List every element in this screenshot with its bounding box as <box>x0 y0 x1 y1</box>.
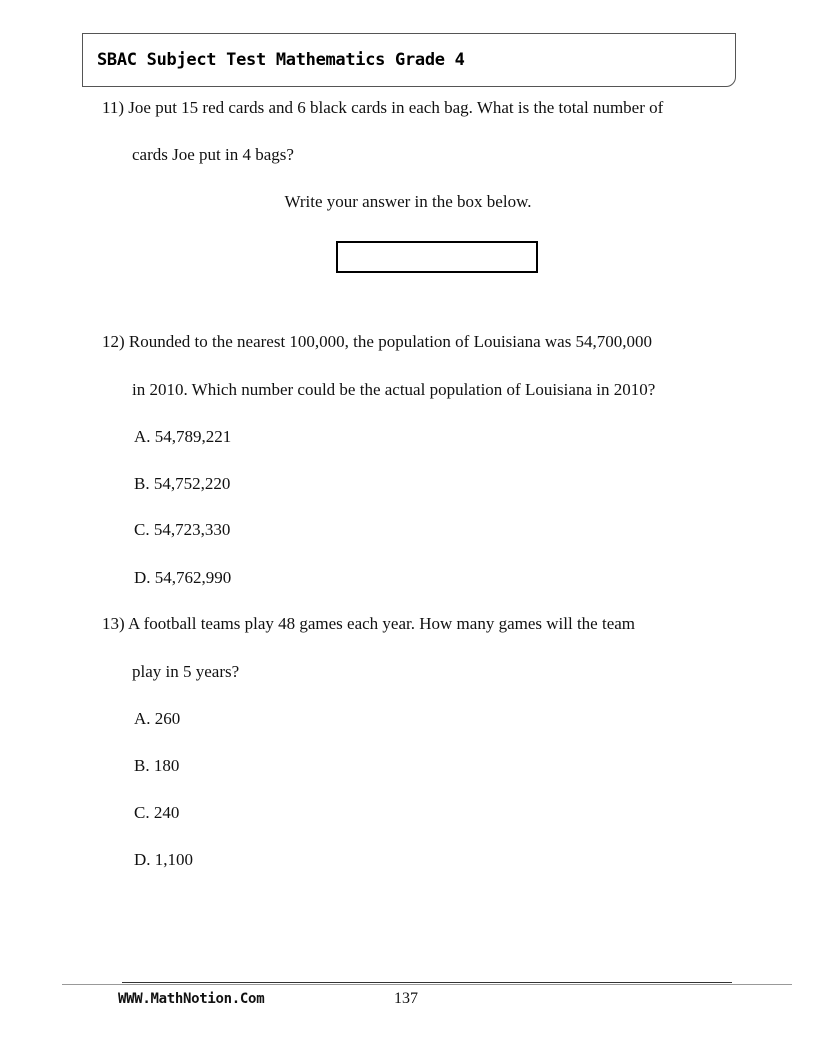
answer-option-a[interactable]: A. 260 <box>134 709 181 728</box>
footer-divider <box>62 984 792 985</box>
question-13 <box>102 614 635 634</box>
answer-instruction: Write your answer in the box below. <box>284 192 532 211</box>
question-line: in 2010. Which number could be the actual population of Louisiana in 2010? <box>132 380 656 399</box>
header-box <box>82 33 736 87</box>
question-line: Rounded to the nearest 100,000, the population of Louisiana was 54,700,000 <box>128 332 653 351</box>
answer-box[interactable] <box>336 241 538 273</box>
answer-option-c[interactable]: C. 54,723,330 <box>134 520 231 539</box>
answer-option-c[interactable]: C. 240 <box>134 803 180 822</box>
answer-option-d[interactable]: D. 54,762,990 <box>134 568 232 587</box>
page-number: 137 <box>394 990 418 1007</box>
question-line: play in 5 years? <box>132 662 240 681</box>
footer-website: WWW.MathNotion.Com <box>118 991 265 1007</box>
question-number: 11) <box>102 98 125 117</box>
page-title: SBAC Subject Test Mathematics Grade 4 <box>97 50 465 70</box>
answer-option-a[interactable]: A. 54,789,221 <box>134 427 232 446</box>
question-number: 12) <box>102 332 125 351</box>
question-11 <box>102 98 663 118</box>
answer-option-b[interactable]: B. 54,752,220 <box>134 474 231 493</box>
question-line: A football teams play 48 games each year. How many games will the team <box>127 614 636 633</box>
footer-divider <box>122 982 732 983</box>
answer-option-b[interactable]: B. 180 <box>134 756 180 775</box>
question-number: 13) <box>102 614 125 633</box>
question-line: Joe put 15 red cards and 6 black cards in each bag. What is the total number of <box>128 98 664 117</box>
question-12 <box>102 332 652 352</box>
answer-option-d[interactable]: D. 1,100 <box>134 850 194 869</box>
question-line: cards Joe put in 4 bags? <box>132 145 294 164</box>
